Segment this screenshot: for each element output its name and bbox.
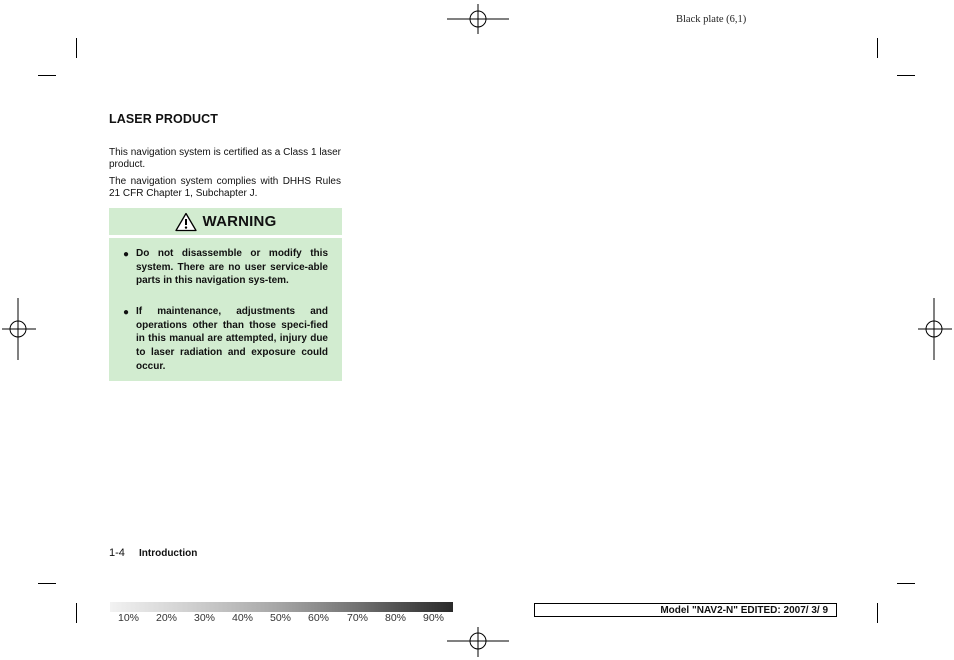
page-number: 1-4	[109, 547, 125, 559]
gray-scale-label: 10%	[118, 612, 140, 624]
gray-scale-label: 30%	[194, 612, 216, 624]
plate-label: Black plate (6,1)	[676, 14, 747, 25]
gray-scale-label: 60%	[308, 612, 330, 624]
gray-scale-label: 80%	[385, 612, 407, 624]
registration-mark-top-icon	[447, 4, 509, 34]
gray-scale-label: 20%	[156, 612, 178, 624]
warning-triangle-icon	[175, 212, 197, 232]
registration-mark-bottom-icon	[447, 627, 509, 657]
warning-body	[109, 238, 342, 381]
crop-mark-tl-h	[38, 75, 56, 76]
crop-mark-tr-v	[877, 38, 878, 58]
crop-mark-br-h	[897, 583, 915, 584]
gray-scale-label: 40%	[232, 612, 254, 624]
warning-item: If maintenance, adjustments and operations other than those speci-fied in this manual are attempted, injury due to laser radiation and exposure could occur.	[136, 306, 328, 372]
crop-mark-bl-v	[76, 603, 77, 623]
gray-scale-label: 50%	[270, 612, 292, 624]
crop-mark-tl-v	[76, 38, 77, 58]
gray-scale-bar	[110, 602, 453, 612]
compliance-paragraph: The navigation system complies with DHHS Rules 21 CFR Chapter 1, Subchapter J.	[109, 176, 341, 199]
footer-section-name: Introduction	[139, 548, 198, 559]
section-heading: LASER PRODUCT	[109, 112, 218, 126]
crop-mark-tr-h	[897, 75, 915, 76]
crop-mark-br-v	[877, 603, 878, 623]
warning-item: Do not disassemble or modify this system. There are no user service-able parts in this navigation sys-tem.	[136, 248, 328, 287]
gray-scale-label: 70%	[347, 612, 369, 624]
bullet-icon: ●	[123, 249, 130, 260]
warning-title: WARNING	[202, 213, 277, 230]
bullet-icon: ●	[123, 307, 130, 318]
gray-scale-label: 90%	[423, 612, 445, 624]
registration-mark-left-icon	[2, 298, 36, 360]
model-edited-box: Model "NAV2-N" EDITED: 2007/ 3/ 9	[534, 603, 837, 617]
warning-header	[109, 208, 342, 235]
intro-paragraph: This navigation system is certified as a Class 1 laser product.	[109, 147, 341, 170]
crop-mark-bl-h	[38, 583, 56, 584]
registration-mark-right-icon	[918, 298, 952, 360]
